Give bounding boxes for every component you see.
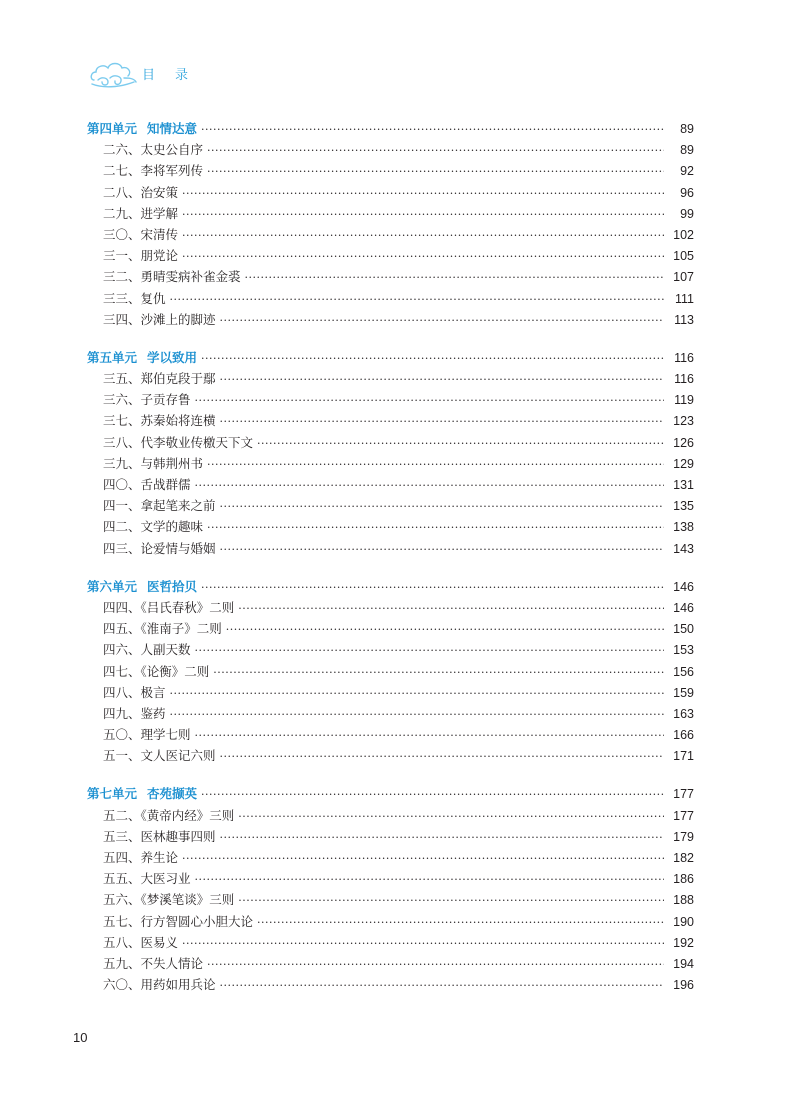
toc-entry[interactable] [87, 597, 694, 618]
dot-leader [207, 454, 664, 475]
unit-number: 第四单元 [87, 121, 138, 136]
entry-title: 五七、行方智圆心小胆大论 [103, 913, 254, 929]
toc-entry[interactable] [87, 368, 694, 389]
entry-page-number: 89 [680, 143, 694, 158]
toc-entry[interactable] [87, 288, 694, 309]
toc-unit-entry[interactable] [87, 118, 694, 139]
entry-page-number: 119 [674, 393, 694, 408]
toc-entry[interactable] [87, 724, 694, 745]
dot-leader [182, 933, 664, 954]
toc-entry[interactable] [87, 516, 694, 537]
unit-name: 知情达意 [147, 121, 198, 136]
dot-leader [182, 225, 664, 246]
entry-title: 四二、文学的趣味 [103, 519, 204, 535]
entry-title: 四〇、舌战群儒 [103, 477, 191, 492]
entry-page-number: 166 [673, 728, 694, 743]
dot-leader [170, 683, 664, 704]
entry-page-number: 196 [673, 978, 694, 993]
toc-entry[interactable] [87, 224, 694, 245]
dot-leader [170, 704, 664, 725]
dot-leader [213, 662, 664, 683]
entry-page-number: 107 [673, 270, 694, 285]
entry-title: 四九、鉴药 [103, 705, 166, 721]
entry-title: 四六、人副天数 [103, 642, 191, 658]
page-header [88, 55, 188, 91]
entry-title: 五〇、理学七则 [103, 727, 191, 743]
dot-leader [195, 390, 664, 411]
dot-leader [195, 475, 664, 496]
dot-leader [220, 411, 664, 432]
toc-entry[interactable] [87, 410, 694, 431]
dot-leader [201, 784, 664, 805]
toc-entry[interactable] [87, 432, 694, 453]
toc-section [87, 783, 694, 995]
entry-page-number: 99 [680, 206, 694, 221]
entry-title: 四七、《论衡》二则 [103, 663, 210, 679]
entry-title: 四一、拿起笔来之前 [103, 498, 216, 514]
unit-page-number: 146 [673, 579, 694, 594]
entry-title: 四四、《吕氏春秋》二则 [103, 599, 235, 615]
unit-page-number: 177 [673, 787, 694, 802]
entry-page-number: 146 [673, 600, 694, 615]
entry-page-number: 171 [673, 749, 694, 764]
page-number: 10 [73, 1030, 88, 1045]
entry-page-number: 138 [673, 520, 694, 535]
entry-page-number: 159 [673, 685, 694, 700]
entry-page-number: 190 [673, 914, 694, 929]
dot-leader [195, 869, 664, 890]
dot-leader [195, 725, 664, 746]
dot-leader [207, 517, 664, 538]
dot-leader [238, 598, 664, 619]
dot-leader [201, 119, 664, 140]
toc-title [142, 64, 188, 83]
dot-leader [220, 746, 664, 767]
toc-entry[interactable] [87, 953, 694, 974]
entry-page-number: 188 [673, 893, 694, 908]
entry-title: 三四、沙滩上的脚迹 [103, 311, 216, 327]
cloud-icon [88, 56, 140, 90]
unit-heading [87, 783, 197, 804]
entry-title: 二六、太史公自序 [103, 142, 204, 158]
unit-number: 第五单元 [87, 349, 138, 365]
entry-page-number: 113 [674, 312, 694, 327]
entry-title: 三二、勇晴雯病补雀金裘 [103, 269, 241, 285]
dot-leader [207, 954, 664, 975]
unit-name: 医哲拾贝 [147, 578, 198, 594]
entry-title: 五四、养生论 [103, 850, 179, 865]
toc-entry[interactable] [87, 661, 694, 682]
toc-entry[interactable] [87, 389, 694, 410]
entry-page-number: 153 [673, 643, 694, 658]
unit-heading [87, 576, 197, 597]
unit-number: 第六单元 [87, 578, 138, 594]
entry-title: 三〇、宋清传 [103, 226, 179, 242]
dot-leader [238, 806, 664, 827]
entry-title: 五三、医林趣事四则 [103, 828, 216, 844]
toc-entry[interactable] [87, 932, 694, 953]
entry-page-number: 131 [673, 478, 694, 492]
toc-entry[interactable] [87, 639, 694, 660]
dot-leader [245, 267, 664, 288]
dot-leader [182, 204, 664, 225]
dot-leader [220, 539, 664, 560]
entry-title: 二八、治安策 [103, 184, 179, 200]
entry-title: 三九、与韩荆州书 [103, 455, 204, 471]
toc-entry[interactable] [87, 868, 694, 889]
entry-page-number: 186 [673, 872, 694, 887]
entry-page-number: 194 [673, 956, 694, 971]
unit-heading [87, 118, 197, 139]
toc-section [87, 118, 694, 330]
unit-page-number: 89 [680, 122, 694, 136]
toc-entry[interactable] [87, 847, 694, 868]
entry-page-number: 129 [673, 456, 694, 471]
dot-leader [182, 848, 664, 869]
toc-entry[interactable] [87, 682, 694, 703]
dot-leader [201, 348, 664, 369]
unit-number: 第七单元 [87, 786, 138, 802]
entry-title: 三五、郑伯克段于鄢 [103, 371, 216, 387]
entry-title: 四五、《淮南子》二则 [103, 621, 222, 637]
dot-leader [257, 912, 664, 933]
entry-page-number: 92 [680, 164, 694, 179]
toc-entry[interactable] [87, 703, 694, 724]
dot-leader [201, 577, 664, 598]
dot-leader [220, 975, 664, 996]
entry-title: 三八、代李敬业传檄天下文 [103, 434, 254, 450]
dot-leader [182, 183, 664, 204]
entry-page-number: 163 [673, 706, 694, 721]
entry-page-number: 111 [674, 291, 694, 306]
dot-leader [226, 619, 664, 640]
entry-page-number: 135 [673, 499, 694, 514]
dot-leader [238, 890, 664, 911]
entry-title: 三七、苏秦始将连横 [103, 413, 216, 429]
toc-entry[interactable] [87, 309, 694, 330]
dot-leader [220, 369, 664, 390]
toc-title-char-2: 录 [175, 67, 189, 83]
toc-entry[interactable] [87, 203, 694, 224]
entry-title: 五六、《梦溪笔谈》三则 [103, 892, 235, 908]
toc-entry[interactable] [87, 805, 694, 826]
entry-title: 五五、大医习业 [103, 871, 191, 887]
entry-title: 六〇、用药如用兵论 [103, 977, 216, 993]
entry-page-number: 116 [674, 372, 694, 387]
dot-leader [257, 433, 664, 454]
unit-name: 学以致用 [147, 349, 198, 365]
unit-name: 杏苑撷英 [147, 786, 198, 802]
toc-entry[interactable] [87, 245, 694, 266]
dot-leader [220, 310, 664, 331]
toc-title-char-1: 目 [142, 67, 156, 83]
entry-page-number: 143 [673, 541, 694, 556]
toc-entry[interactable] [87, 160, 694, 181]
toc-entry[interactable] [87, 139, 694, 160]
entry-title: 三六、子贡存鲁 [103, 392, 191, 408]
toc-entry[interactable] [87, 826, 694, 847]
toc-entry[interactable] [87, 974, 694, 995]
entry-page-number: 177 [673, 808, 694, 823]
dot-leader [195, 640, 664, 661]
toc-unit-entry[interactable] [87, 576, 694, 597]
entry-page-number: 182 [673, 851, 694, 865]
entry-title: 四八、极言 [103, 684, 166, 700]
toc-entry[interactable] [87, 495, 694, 516]
toc-entry[interactable] [87, 474, 694, 495]
entry-title: 五九、不失人情论 [103, 955, 204, 971]
toc-entry[interactable] [87, 453, 694, 474]
table-of-contents [87, 118, 694, 1012]
entry-page-number: 192 [673, 935, 694, 950]
entry-title: 二九、进学解 [103, 205, 179, 221]
toc-entry[interactable] [87, 911, 694, 932]
dot-leader [207, 161, 664, 182]
toc-section [87, 347, 694, 559]
entry-title: 五二、《黄帝内经》三则 [103, 807, 235, 823]
entry-title: 二七、李将军列传 [103, 163, 204, 179]
toc-entry[interactable] [87, 745, 694, 766]
toc-entry[interactable] [87, 182, 694, 203]
entry-page-number: 96 [680, 185, 694, 200]
dot-leader [220, 827, 664, 848]
entry-title: 三一、朋党论 [103, 248, 179, 264]
unit-page-number: 116 [674, 350, 694, 365]
dot-leader [207, 140, 664, 161]
toc-section [87, 576, 694, 767]
entry-page-number: 179 [673, 829, 694, 844]
entry-page-number: 126 [673, 435, 694, 450]
entry-title: 三三、复仇 [103, 290, 166, 306]
dot-leader [170, 289, 664, 310]
entry-page-number: 150 [673, 622, 694, 637]
entry-title: 五八、医易义 [103, 934, 179, 950]
entry-title: 四三、论爱情与婚姻 [103, 540, 216, 556]
toc-entry[interactable] [87, 889, 694, 910]
toc-unit-entry[interactable] [87, 347, 694, 368]
entry-title: 五一、文人医记六则 [103, 748, 216, 764]
entry-page-number: 102 [673, 227, 694, 242]
dot-leader [220, 496, 664, 517]
toc-unit-entry[interactable] [87, 783, 694, 804]
toc-entry[interactable] [87, 538, 694, 559]
toc-entry[interactable] [87, 266, 694, 287]
entry-page-number: 123 [673, 414, 694, 429]
dot-leader [182, 246, 664, 267]
unit-heading [87, 347, 197, 368]
toc-entry[interactable] [87, 618, 694, 639]
entry-page-number: 156 [673, 664, 694, 679]
entry-page-number: 105 [673, 249, 694, 264]
